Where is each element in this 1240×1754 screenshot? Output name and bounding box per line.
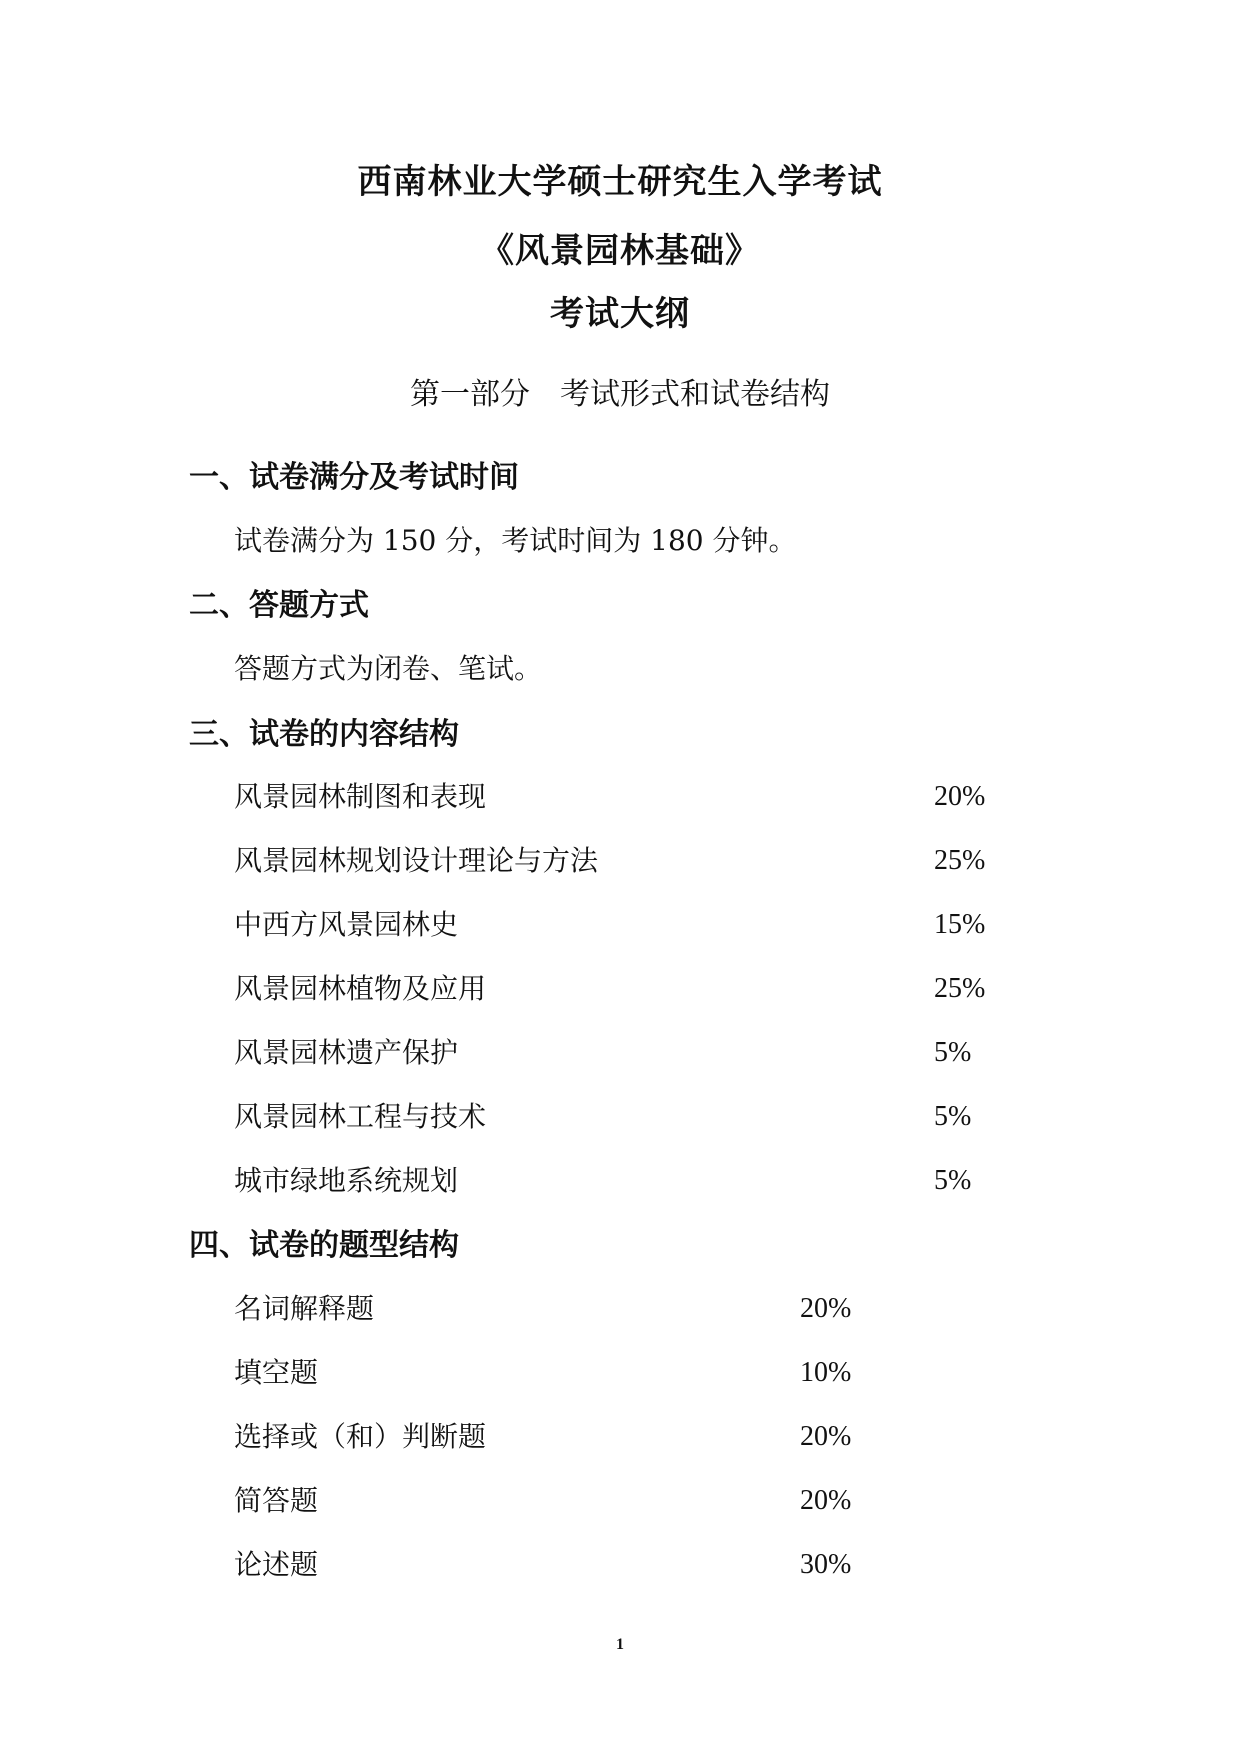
question-type-percent: 20% — [800, 1293, 852, 1324]
content-row-percent: 25% — [934, 845, 986, 876]
content-row-percent: 5% — [934, 1165, 972, 1196]
question-type-label: 选择或（和）判断题 — [234, 1420, 487, 1453]
content-row-label: 风景园林规划设计理论与方法 — [234, 844, 599, 877]
section-heading-question-types: 四、试卷的题型结构 — [189, 1228, 459, 1263]
question-type-label: 填空题 — [234, 1356, 319, 1389]
content-row-label: 风景园林遗产保护 — [234, 1036, 459, 1069]
question-type-label: 名词解释题 — [234, 1292, 375, 1325]
section-heading-score-time: 一、试卷满分及考试时间 — [189, 460, 519, 495]
document-title-line3: 考试大纲 — [550, 294, 690, 334]
document-title-line1: 西南林业大学硕士研究生入学考试 — [357, 162, 883, 202]
content-row-label: 风景园林制图和表现 — [234, 780, 487, 813]
document-title-line2: 《风景园林基础》 — [480, 231, 760, 271]
content-row-percent: 15% — [934, 909, 986, 940]
content-row-percent: 20% — [934, 781, 986, 812]
section-heading-answer-method: 二、答题方式 — [189, 588, 369, 623]
question-type-label: 论述题 — [234, 1548, 319, 1581]
question-type-percent: 30% — [800, 1549, 852, 1580]
content-row-percent: 5% — [934, 1037, 972, 1068]
part-heading: 第一部分 考试形式和试卷结构 — [410, 377, 830, 412]
question-type-percent: 20% — [800, 1421, 852, 1452]
content-row-percent: 25% — [934, 973, 986, 1004]
section-text-score-time: 试卷满分为 150 分，考试时间为 180 分钟。 — [234, 524, 797, 557]
content-row-label: 风景园林植物及应用 — [234, 972, 487, 1005]
content-row-label: 风景园林工程与技术 — [234, 1100, 487, 1133]
page-number: 1 — [616, 1636, 624, 1653]
content-row-percent: 5% — [934, 1101, 972, 1132]
section-text-answer-method: 答题方式为闭卷、笔试。 — [234, 652, 543, 685]
question-type-percent: 10% — [800, 1357, 852, 1388]
content-row-label: 中西方风景园林史 — [234, 908, 459, 941]
question-type-percent: 20% — [800, 1485, 852, 1516]
question-type-label: 简答题 — [234, 1484, 319, 1517]
content-row-label: 城市绿地系统规划 — [234, 1164, 459, 1197]
section-heading-content-structure: 三、试卷的内容结构 — [189, 717, 459, 752]
